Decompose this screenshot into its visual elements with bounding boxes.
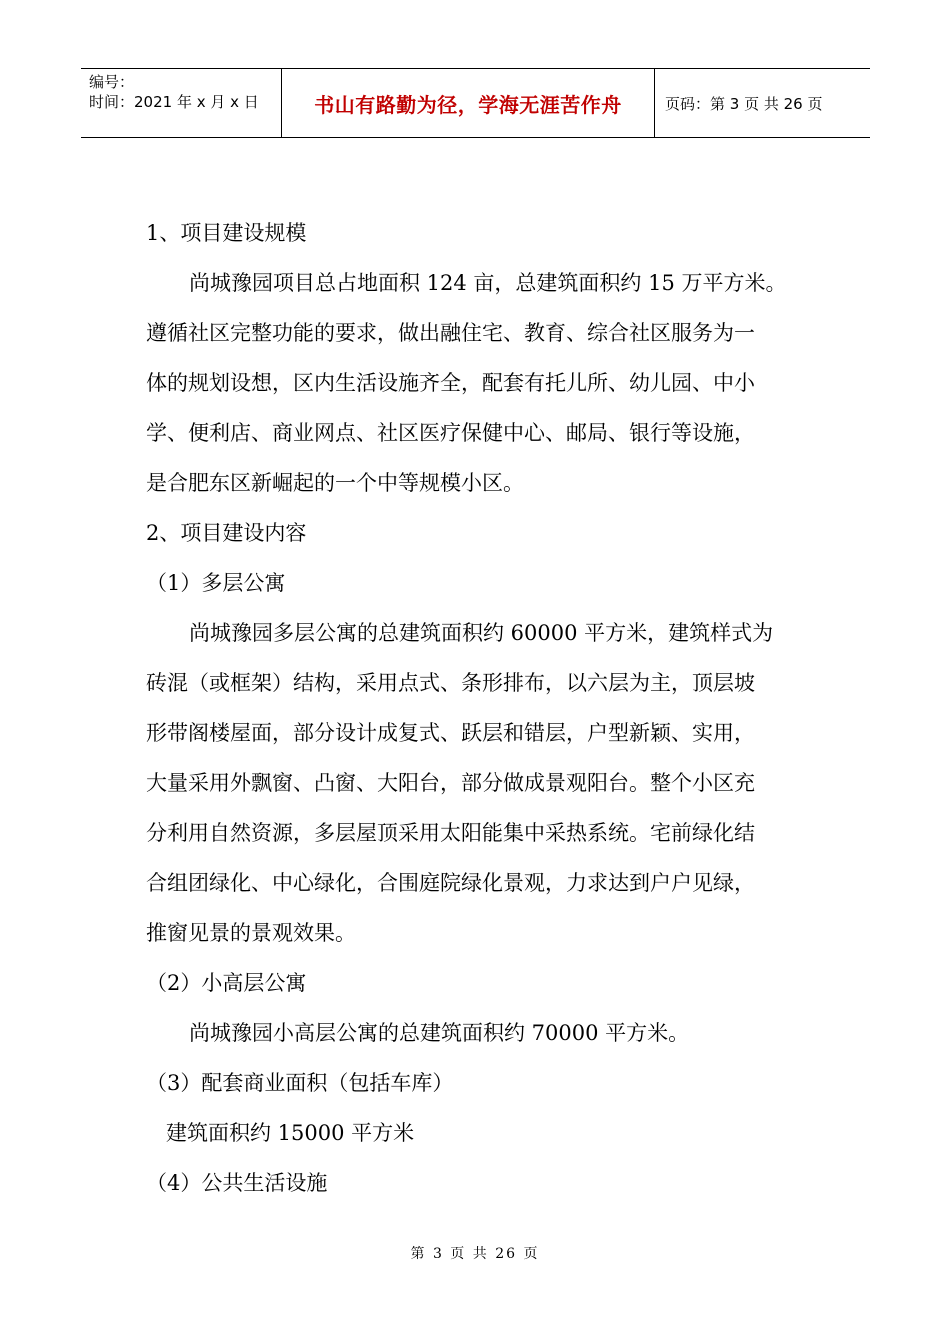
subsection-heading: （1）多层公寓: [146, 571, 286, 595]
section-heading: 1、项目建设规模: [146, 221, 307, 245]
header-page-info: 页码：第 3 页 共 26 页: [665, 94, 823, 113]
header-number: 编号：: [89, 73, 135, 91]
paragraph-line: 遵循社区完整功能的要求，做出融住宅、教育、综合社区服务为一: [146, 321, 755, 345]
header-time: 时间：2021 年 x 月 x 日: [89, 93, 259, 111]
paragraph-line: 是合肥东区新崛起的一个中等规模小区。: [146, 471, 524, 495]
header-motto: 书山有路勤为径，学海无涯苦作舟: [314, 92, 622, 117]
paragraph-line: 体的规划设想，区内生活设施齐全，配套有托儿所、幼儿园、中小: [146, 371, 755, 395]
paragraph-line: 合组团绿化、中心绿化，合围庭院绿化景观，力求达到户户见绿，: [146, 871, 755, 895]
header-motto-cell: [281, 69, 655, 137]
section-heading: 2、项目建设内容: [146, 521, 307, 545]
header-page-cell: [655, 69, 880, 137]
paragraph-line: 尚城豫园项目总占地面积 124 亩，总建筑面积约 15 万平方米。: [189, 271, 787, 295]
paragraph-line: 建筑面积约 15000 平方米: [166, 1121, 415, 1145]
paragraph-line: 推窗见景的景观效果。: [146, 921, 356, 945]
paragraph-line: 学、便利店、商业网点、社区医疗保健中心、邮局、银行等设施，: [146, 421, 755, 445]
paragraph-line: 大量采用外飘窗、凸窗、大阳台，部分做成景观阳台。整个小区充: [146, 771, 755, 795]
subsection-heading: （2）小高层公寓: [146, 971, 307, 995]
document-body: [146, 208, 806, 1208]
subsection-heading: （4）公共生活设施: [146, 1171, 328, 1195]
page-footer: 第 3 页 共 26 页: [410, 1246, 540, 1262]
paragraph-line: 形带阁楼屋面，部分设计成复式、跃层和错层，户型新颖、实用，: [146, 721, 755, 745]
paragraph-line: 尚城豫园小高层公寓的总建筑面积约 70000 平方米。: [189, 1021, 690, 1045]
paragraph-line: 分利用自然资源，多层屋顶采用太阳能集中采热系统。宅前绿化结: [146, 821, 755, 845]
paragraph-line: 尚城豫园多层公寓的总建筑面积约 60000 平方米，建筑样式为: [189, 621, 774, 645]
document-header: [81, 68, 870, 138]
header-meta: [81, 69, 281, 137]
paragraph-line: 砖混（或框架）结构，采用点式、条形排布，以六层为主，顶层坡: [146, 671, 755, 695]
subsection-heading: （3）配套商业面积（包括车库）: [146, 1071, 454, 1095]
